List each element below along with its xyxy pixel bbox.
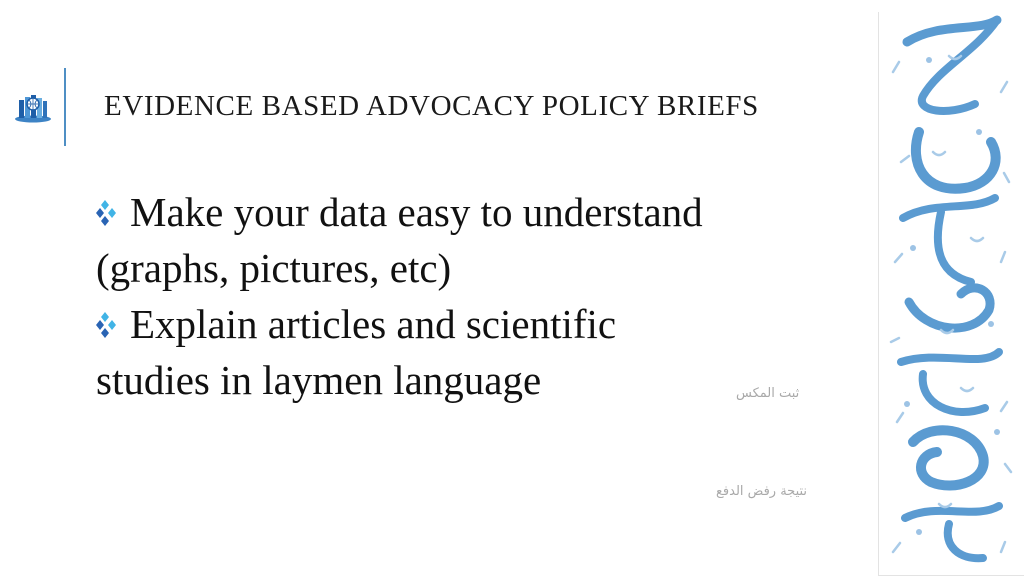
calligraphy-panel [878, 12, 1024, 576]
bullet-list [96, 184, 816, 408]
bullet-item-1 [96, 184, 816, 240]
diamond-bullet-icon [96, 310, 130, 340]
diamond-bullet-icon [96, 198, 130, 228]
bullet-1-line-1: Make your data easy to understand [130, 189, 703, 235]
bullet-2-line-1: Explain articles and scientific [130, 301, 617, 347]
bullet-1-line-2: (graphs, pictures, etc) [96, 245, 452, 291]
title-divider [64, 68, 66, 146]
institution-logo-icon [14, 92, 52, 124]
bullet-2-line-2: studies in laymen language [96, 357, 542, 403]
slide-title: EVIDENCE BASED ADVOCACY POLICY BRIEFS [104, 90, 759, 122]
arabic-calligraphy-icon [879, 12, 1023, 574]
faded-arabic-text-2: نتيجة رفض الدفع [716, 484, 808, 499]
faded-arabic-text-1: ثبت المكس [736, 386, 800, 401]
bullet-item-2 [96, 296, 816, 352]
